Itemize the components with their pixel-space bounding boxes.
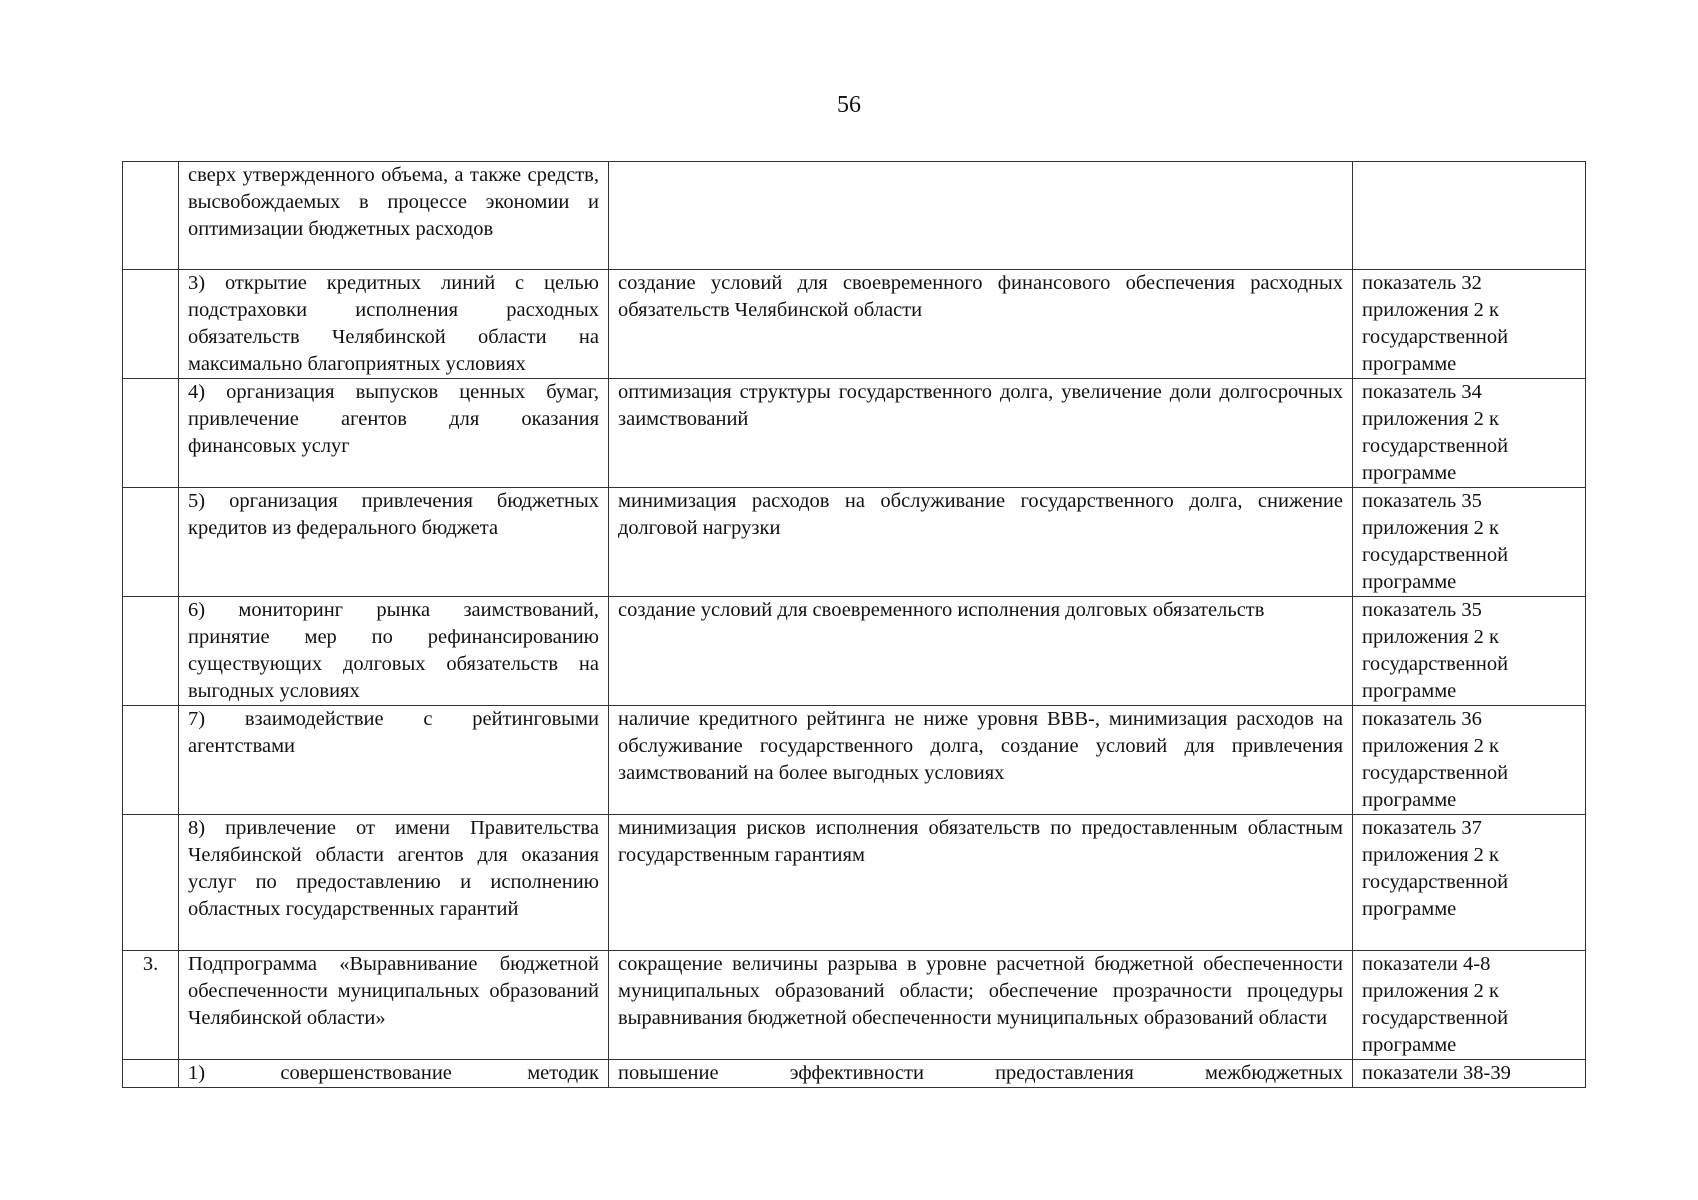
indicator-cell: показатели 4-8 приложения 2 к государственной программе [1353,951,1586,1060]
indicator-cell: показатель 36 приложения 2 к государственной программе [1353,706,1586,815]
table-row [123,379,1586,488]
indicator-cell [1353,162,1586,270]
table-row [123,162,1586,270]
row-number [123,706,179,815]
result-cell: создание условий для своевременного исполнения долговых обязательств [609,597,1353,706]
row-number [123,1060,179,1088]
table-row [123,951,1586,1060]
measure-cell: Подпрограмма «Выравнивание бюджетной обеспеченности муниципальных образований Челябинской области» [179,951,609,1060]
measure-cell: сверх утвержденного объема, а также средств, высвобождаемых в процессе экономии и оптимизации бюджетных расходов [179,162,609,270]
table-row [123,488,1586,597]
row-number [123,270,179,379]
table-row [123,815,1586,951]
row-number [123,379,179,488]
indicator-cell: показатель 35 приложения 2 к государственной программе [1353,597,1586,706]
indicator-cell: показатель 32 приложения 2 к государственной программе [1353,270,1586,379]
result-cell: создание условий для своевременного финансового обеспечения расходных обязательств Челябинской области [609,270,1353,379]
result-cell [609,162,1353,270]
page-number: 56 [837,92,861,118]
result-cell: оптимизация структуры государственного долга, увеличение доли долгосрочных заимствований [609,379,1353,488]
row-number [123,597,179,706]
measure-cell: 4) организация выпусков ценных бумаг, привлечение агентов для оказания финансовых услуг [179,379,609,488]
measure-cell: 8) привлечение от имени Правительства Челябинской области агентов для оказания услуг по предоставлению и исполнению областных государственных гарантий [179,815,609,951]
row-number [123,162,179,270]
row-number: 3. [123,951,179,1060]
result-cell: сокращение величины разрыва в уровне расчетной бюджетной обеспеченности муниципальных образований области; обеспечение прозрачности процедуры выравнивания бюджетной обеспеченности муниципальных образований области [609,951,1353,1060]
indicator-cell: показатель 34 приложения 2 к государственной программе [1353,379,1586,488]
measure-cell: 6) мониторинг рынка заимствований, принятие мер по рефинансированию существующих долговых обязательств на выгодных условиях [179,597,609,706]
measure-cell: 1) совершенствование методик [179,1060,609,1088]
result-cell: повышение эффективности предоставления межбюджетных [609,1060,1353,1088]
result-cell: минимизация рисков исполнения обязательств по предоставленным областным государственным гарантиям [609,815,1353,951]
row-number [123,815,179,951]
measure-cell: 3) открытие кредитных линий с целью подстраховки исполнения расходных обязательств Челябинской области на максимально благоприятных условиях [179,270,609,379]
indicator-cell: показатель 35 приложения 2 к государственной программе [1353,488,1586,597]
table-row [123,1060,1586,1088]
result-cell: минимизация расходов на обслуживание государственного долга, снижение долговой нагрузки [609,488,1353,597]
table-row [123,270,1586,379]
measure-cell: 7) взаимодействие с рейтинговыми агентствами [179,706,609,815]
result-cell: наличие кредитного рейтинга не ниже уровня ВВВ-, минимизация расходов на обслуживание государственного долга, создание условий для привлечения заимствований на более выгодных условиях [609,706,1353,815]
indicator-cell: показатель 37 приложения 2 к государственной программе [1353,815,1586,951]
measure-cell: 5) организация привлечения бюджетных кредитов из федерального бюджета [179,488,609,597]
table-row [123,597,1586,706]
table-row [123,706,1586,815]
measures-table [122,161,1586,1088]
indicator-cell: показатели 38-39 [1353,1060,1586,1088]
row-number [123,488,179,597]
